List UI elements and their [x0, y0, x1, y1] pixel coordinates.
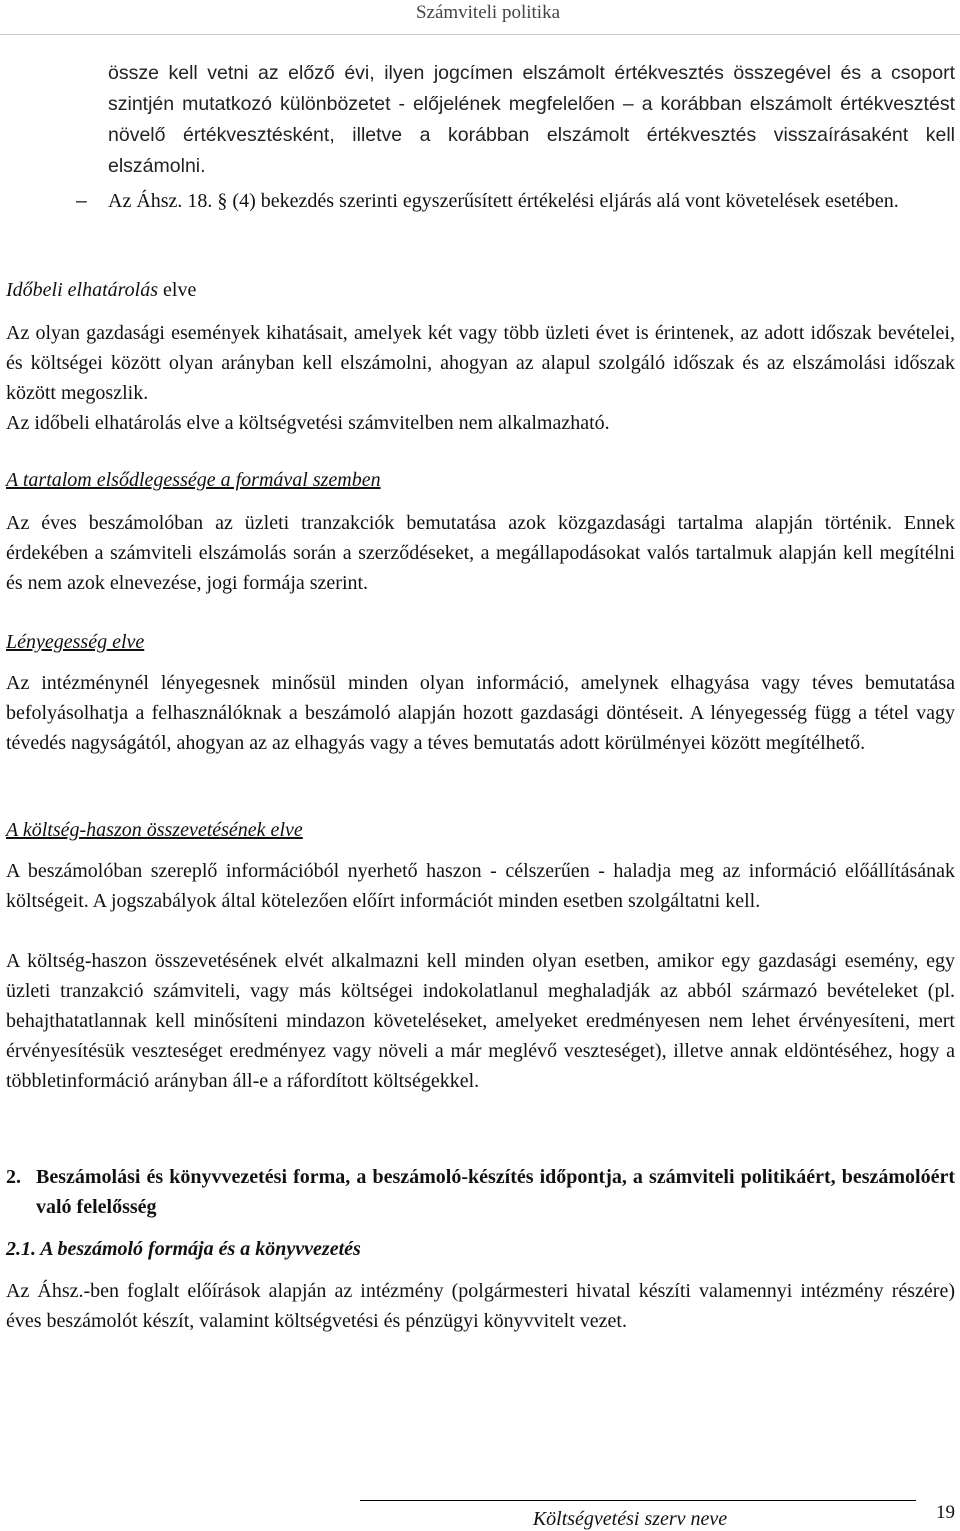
heading-koltseg-haszon: A költség-haszon összevetésének elve	[6, 819, 303, 841]
heading-lenyegesseg: Lényegesség elve	[6, 631, 145, 653]
footer-org-name: Költségvetési szerv neve	[532, 1508, 728, 1530]
idobeli-paragraph-1: Az olyan gazdasági események kihatásait, amelyek két vagy több üzleti évet is érintenek, az adott időszak bevételei, és költségei között olyan arányban kell elszámolni, ahogyan az alapul szolgáló időszak és az elszámolási időszak között megoszlik.	[6, 322, 955, 404]
heading-idobeli	[6, 276, 196, 304]
section-2-1-title: A beszámoló formája és a könyvvezetés	[40, 1238, 361, 1260]
intro-paragraph: össze kell vetni az előző évi, ilyen jogcímen elszámolt értékvesztés összegével és a csoport szintjén mutatkozó különbözetet - előjelének megfelelően – a korábban elszámolt értékvesztést növelő értékvesztésként, illetve a korábban elszámolt értékvesztés visszaírásaként kell elszámolni.	[108, 62, 955, 177]
lenyegesseg-paragraph: Az intézménynél lényegesnek minősül minden olyan információ, amelynek elhagyása vagy téves bemutatása befolyásolhatja a felhasználóknak a beszámoló alapján hozott gazdasági döntéseit. A lényegesség függ a tétel vagy tévedés nagyságától, ahogyan az az elhagyás vagy a téves bemutatás adott körülményei között megítélhető.	[6, 672, 955, 754]
bullet-text: Az Áhsz. 18. § (4) bekezdés szerinti egyszerűsített értékelési eljárás alá vont követelések esetében.	[108, 190, 899, 212]
footer-rule	[360, 1500, 916, 1501]
heading-idobeli-italic: Időbeli elhatárolás	[6, 279, 159, 301]
heading-tartalom: A tartalom elsődlegessége a formával szemben	[6, 469, 381, 491]
koltseg-paragraph-2: A költség-haszon összevetésének elvét alkalmazni kell minden olyan esetben, amikor egy gazdasági esemény, egy üzleti tranzakció számviteli, vagy más költségei indokolatlanul meghaladják az abból származó bevételeket (pl. behajthatatlannak kell minősíteni mindazon követeléseket, amelyeket eredményesen nem lehet érvényesíteni, mert érvényesítésük veszteséget eredményez vagy növeli a már meglévő veszteséget), illetve annak eldöntéséhez, hogy a többletinformáció arányban áll-e a ráfordított költségekkel.	[6, 950, 955, 1092]
page-number: 19	[936, 1502, 955, 1523]
heading-idobeli-rest: elve	[158, 279, 197, 301]
section-2-number: 2.	[6, 1166, 21, 1188]
page-header-title: Számviteli politika	[415, 2, 560, 23]
section-2-title: Beszámolási és könyvvezetési forma, a beszámoló-készítés időpontja, a számviteli politikáért, beszámolóért való felelősség	[36, 1166, 955, 1218]
section-2-1-paragraph: Az Áhsz.-ben foglalt előírások alapján az intézmény (polgármesteri hivatal készíti valamennyi intézmény részére) éves beszámolót készít, valamint költségvetési és pénzügyi könyvvitelt vezet.	[6, 1280, 955, 1332]
bullet-dash: –	[76, 190, 87, 212]
tartalom-paragraph: Az éves beszámolóban az üzleti tranzakciók bemutatása azok közgazdasági tartalma alapján történik. Ennek érdekében a számviteli elszámolás során a szerződéseket, a megállapodásokat valós tartalmuk alapján kell megítélni és nem azok elnevezése, jogi formája szerint.	[6, 512, 955, 594]
koltseg-paragraph-1: A beszámolóban szereplő információból nyerhető haszon - célszerűen - haladja meg az információ előállításának költségeit. A jogszabályok által kötelezően előírt információt minden esetben szolgáltatni kell.	[6, 860, 955, 912]
header-rule	[0, 34, 960, 35]
section-2-1-number: 2.1.	[6, 1238, 36, 1260]
section-2-1-heading	[6, 1234, 361, 1264]
idobeli-paragraph-2: Az időbeli elhatárolás elve a költségvetési számvitelben nem alkalmazható.	[6, 412, 610, 434]
